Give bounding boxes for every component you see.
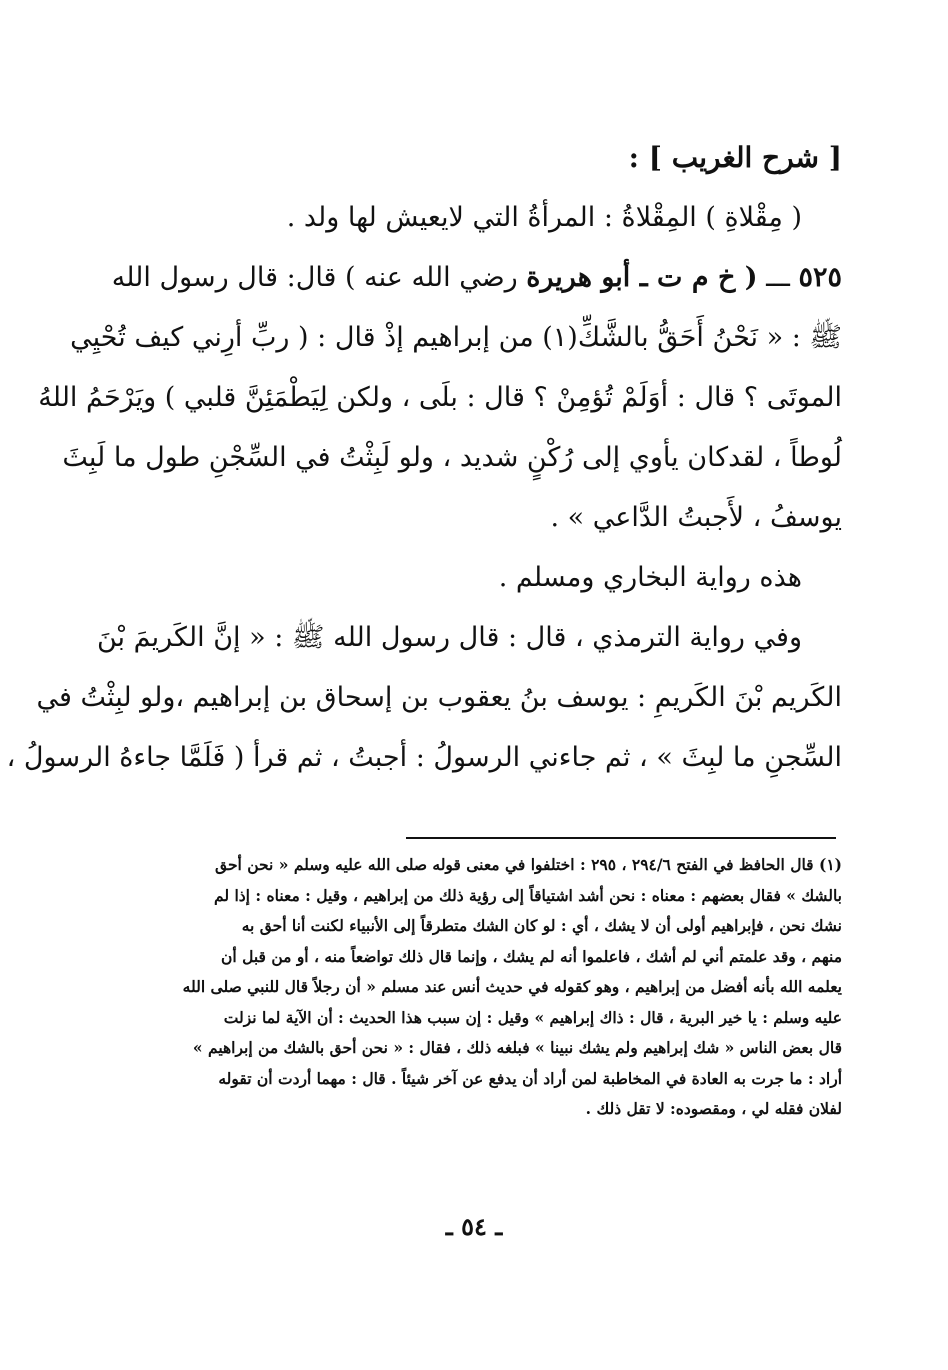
tirmidhi-line: السِّجنِ ما لبِثَ » ، ثم جاءني الرسولُ : أجبتُ ، ثم قرأ ( فَلَمَّا جاءهُ الرسولُ ، <box>6 742 842 773</box>
footnote-line: لفلان فقله لي ، ومقصوده: لا تقل ذلك . <box>585 1099 842 1118</box>
footnote-line: بالشك » فقال بعضهم : معناه : نحن أشد اشتياقاً إلى رؤية ذلك من إبراهيم ، وقيل : معناه : إذا لم <box>214 885 842 905</box>
tirmidhi-line: وفي رواية الترمذي ، قال : قال رسول الله ﷺ : « إنَّ الكَريمَ بْنَ <box>96 622 802 653</box>
hadith-header <box>100 248 842 308</box>
section-heading: [ شرح الغريب ] : <box>628 141 842 174</box>
hadith-line: لُوطاً ، لقدكان يأوي إلى رُكْنٍ شديد ، ولو لَبِثْتُ في السِّجْنِ طول ما لَبِثَ <box>62 442 842 473</box>
hadith-sources: ( خ م ت ـ أبو هريرة <box>526 262 758 293</box>
tirmidhi-line: الكَريم بْنَ الكَريمِ : يوسف بنُ يعقوب بن إسحاق بن إبراهيم ،ولو لبِثْتُ في <box>36 682 842 713</box>
footnotes <box>100 850 842 1125</box>
footnote-line: قال بعض الناس « شك إبراهيم ولم يشك نبينا » فبلغه ذلك ، فقال : « نحن أحق بالشك من إبراهيم » <box>192 1038 842 1057</box>
hadith-intro: رضي الله عنه ) قال: قال رسول الله <box>111 262 527 293</box>
footnote-line: يعلمه الله بأنه أفضل من إبراهيم ، وهو كقوله في حديث أنس عند مسلم « أن رجلاً قال للنبي صلى الله <box>182 977 842 996</box>
bukhari-note: هذه رواية البخاري ومسلم . <box>498 562 802 593</box>
hadith-dash: ـــ <box>766 262 790 293</box>
footnote-line: (١) قال الحافظ في الفتح ٢٩٤/٦ ، ٢٩٥ : اختلفوا في معنى قوله صلى الله عليه وسلم « نحن أحق <box>215 855 842 874</box>
footnote-separator <box>406 837 836 839</box>
footnote-line: منهم ، وقد علمتم أني لم أشك ، فاعلموا أنه لم يشك ، وإنما قال ذلك تواضعاً منه ، أو من قبل أن <box>221 946 842 966</box>
hadith-line: الموتَى ؟ قال : أوَلَمْ تُؤمِنْ ؟ قال : بلَى ، ولكن لِيَطْمَئِنَّ قلبي ) ويَرْحَمُ اللهُ <box>38 382 842 413</box>
main-text <box>6 128 842 788</box>
footnote-line: عليه وسلم : يا خير البرية ، قال : ذاك إبراهيم » وقيل : إن سبب هذا الحديث : أن الآية لما نزلت <box>223 1007 842 1027</box>
page-number: ـ ٥٤ ـ <box>445 1212 503 1241</box>
gloss-line: ( مِقْلاةِ ) المِقْلاةُ : المرأةُ التي لايعيش لها ولد . <box>286 202 802 233</box>
footnote-line: نشك نحن ، فإبراهيم أولى أن لا يشك ، أي : لو كان الشك متطرقاً إلى الأنبياء لكنت أنا أحق به <box>241 916 842 935</box>
hadith-line: يوسفُ ، لأَجبتُ الدَّاعي » . <box>550 502 842 533</box>
hadith-line: ﷺ : « نَحْنُ أَحَقُّ بالشَّكِّ(١) من إبراهيم إذْ قال : ( ربِّ أرِني كيف تُحْيِي <box>70 322 842 353</box>
hadith-number: ٥٢٥ <box>798 262 842 293</box>
footnote-line: أراد : ما جرت به العادة في المخاطبة لمن أراد أن يدفع عن آخر شيئاً . قال : مهما أردت أن تقوله <box>218 1068 842 1088</box>
